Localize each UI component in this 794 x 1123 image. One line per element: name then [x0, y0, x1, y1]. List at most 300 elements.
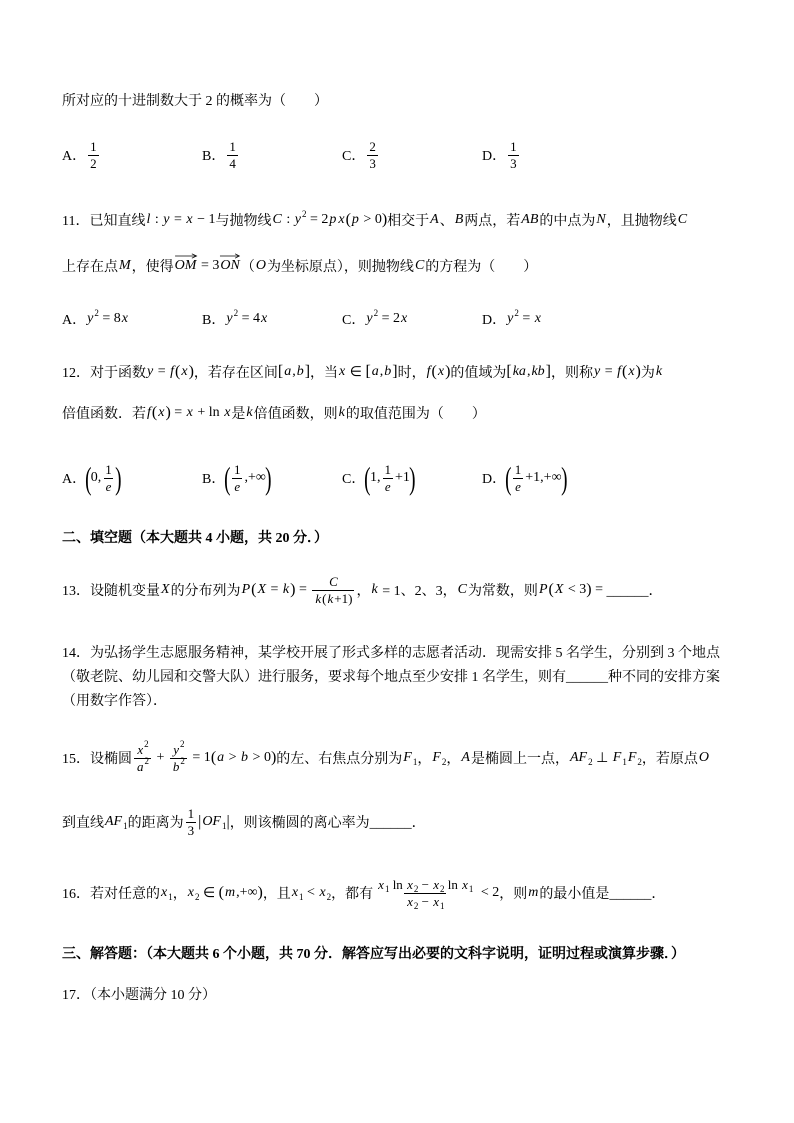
fraction-denominator: 4: [229, 155, 236, 171]
math-operator: =: [295, 582, 311, 597]
math-variable: x: [291, 885, 299, 900]
math-paren: ): [270, 749, 277, 766]
question-header: 17．（本小题满分 10 分）: [62, 988, 216, 1003]
q12-option-c: [342, 460, 416, 496]
math-subscript: 1: [299, 892, 304, 902]
math-variable: p: [351, 212, 359, 227]
math-superscript: 2: [233, 308, 239, 318]
math-paren: (: [345, 211, 351, 228]
stem-text: 上存在点: [62, 260, 118, 275]
math-operator: +1,+∞: [525, 470, 562, 485]
math-variable: P: [538, 582, 548, 597]
fraction-denominator: e: [515, 478, 521, 494]
math-subscript: 1: [221, 821, 227, 831]
math-variable: X: [554, 582, 564, 597]
big-paren-open: (: [85, 460, 92, 496]
math-variable: C: [414, 258, 425, 273]
option-label: A．: [62, 149, 87, 164]
fraction: [367, 139, 378, 172]
math-operator: ∈: [346, 364, 366, 380]
math-variable: y: [294, 212, 301, 227]
stem-text: 的左、右焦点分别为: [276, 752, 403, 767]
q14-stem-line1: [62, 642, 720, 662]
math-variable: C: [272, 212, 282, 227]
fraction-numerator: 1: [187, 805, 195, 821]
math-operator: − 1: [193, 212, 216, 227]
fraction-denominator: e: [234, 478, 241, 494]
stem-text: ，若原点: [641, 752, 698, 767]
math-operator: =: [267, 582, 282, 597]
math-operator: ,+∞: [236, 885, 258, 900]
math-variable: x: [462, 876, 468, 892]
math-paren: (: [622, 363, 628, 380]
fraction-denominator: 3: [369, 155, 376, 171]
math-paren: (: [151, 404, 158, 421]
math-abs-bar: |: [198, 813, 202, 830]
stem-text: 、: [439, 214, 454, 229]
math-paren: ): [348, 590, 353, 606]
math-variable: x: [628, 364, 635, 379]
stem-text: 两点，若: [464, 214, 521, 229]
math-subscript: 1: [384, 883, 390, 894]
math-paren: (: [251, 581, 257, 598]
math-variable: X: [161, 582, 170, 597]
q11-stem-line2: [62, 256, 537, 276]
math-variable: O: [255, 258, 266, 273]
math-operator: −: [418, 876, 433, 892]
math-variable: N: [596, 212, 606, 227]
q11-option-b: [202, 309, 268, 329]
math-variable: X: [257, 582, 267, 597]
math-variable: b: [384, 364, 392, 379]
math-operator: =: [601, 364, 617, 379]
math-variable: k: [338, 405, 345, 420]
q12-option-d: [482, 460, 568, 496]
fraction: [170, 738, 187, 775]
math-subscript: 2: [441, 757, 447, 767]
math-paren: (: [548, 581, 554, 598]
fraction-numerator: 1: [514, 461, 522, 477]
stem-text: 到直线: [62, 816, 104, 831]
math-subscript: 2: [439, 883, 445, 894]
math-operator: = 8: [98, 311, 121, 326]
math-operator: −: [418, 893, 433, 909]
fraction-numerator: 1: [105, 461, 112, 477]
stem-text: ，: [356, 584, 371, 599]
math-variable: y: [593, 364, 601, 379]
big-paren-open: (: [224, 460, 231, 496]
vector-label: ON: [220, 258, 240, 273]
math-variable: F: [627, 750, 637, 765]
math-subscript: 1: [168, 892, 173, 902]
stem-text: 为常数，则: [467, 584, 538, 599]
q17-header: [62, 984, 216, 1004]
q10-option-a: [62, 138, 101, 171]
stem-text: 16．若对任意的: [62, 887, 160, 902]
math-variable: m: [528, 885, 539, 900]
math-variable: k: [246, 405, 253, 420]
stem-text: 为: [640, 366, 655, 381]
math-superscript: 2: [301, 209, 307, 219]
math-operator: ,: [292, 364, 296, 379]
stem-text: 12．对于函数: [62, 366, 146, 381]
q12-stem-line2: [62, 403, 486, 423]
math-variable: x: [339, 364, 346, 379]
math-variable: k: [327, 590, 334, 606]
stem-text: 15．设椭圆: [62, 752, 132, 767]
fraction-numerator: [375, 877, 475, 893]
math-variable: x: [378, 876, 384, 892]
q13-stem: [62, 573, 663, 606]
option-label: D．: [482, 149, 507, 164]
option-label: C．: [342, 313, 366, 328]
math-variable: p: [329, 212, 337, 227]
math-subscript: 2: [413, 883, 419, 894]
math-variable: OF: [202, 814, 221, 829]
math-paren: (: [210, 749, 217, 766]
stem-text: ，且抛物线: [606, 214, 677, 229]
math-superscript: 2: [144, 738, 149, 749]
stem-text: ，若存在区间: [193, 366, 278, 381]
fraction: [88, 139, 99, 172]
section-heading-fill-in: [62, 527, 328, 547]
vector-om: [174, 258, 198, 274]
math-variable: y: [163, 212, 170, 227]
stem-text: ，: [446, 752, 461, 767]
stem-text: 13．设随机变量: [62, 584, 160, 599]
math-variable: x: [181, 364, 188, 379]
math-bracket: [: [506, 363, 512, 380]
vector-arrow-icon: [219, 253, 240, 259]
math-subscript: 2: [413, 900, 419, 911]
q11-option-d: [482, 309, 542, 329]
math-operator: = 1、2、3，: [378, 584, 457, 599]
option-label: B．: [202, 149, 226, 164]
math-variable: x: [437, 364, 445, 379]
math-operator: =: [170, 212, 186, 227]
fraction-numerator: C: [329, 573, 338, 589]
fraction-denominator: 3: [510, 155, 517, 171]
math-superscript: 2: [94, 308, 99, 318]
stem-text: 所对应的十进制数大于 2 的概率为（ ）: [62, 94, 328, 109]
stem-text: ，都有: [331, 887, 374, 902]
math-operator: +: [153, 750, 168, 765]
math-subscript: 2: [326, 892, 332, 902]
math-operator: = 2: [306, 212, 329, 227]
option-label: D．: [482, 472, 507, 487]
math-operator: +1: [334, 590, 349, 606]
math-variable: m: [224, 885, 236, 900]
fraction: [508, 139, 519, 172]
math-variable: k: [371, 582, 378, 597]
big-paren-open: (: [505, 460, 512, 496]
option-label: B．: [202, 313, 226, 328]
fraction: [186, 806, 197, 839]
q10-option-d: [482, 138, 521, 171]
fraction: [103, 462, 114, 495]
math-variable: AF: [569, 750, 588, 765]
math-superscript: 2: [144, 755, 149, 766]
option-label: C．: [342, 472, 366, 487]
q11-option-a: [62, 309, 129, 329]
math-variable: y: [87, 311, 94, 326]
option-label: C．: [342, 149, 366, 164]
big-paren-close: ): [265, 460, 272, 496]
math-variable: y: [147, 364, 154, 379]
fraction-denominator: [134, 755, 151, 775]
math-paren: ): [445, 363, 451, 380]
math-variable: y: [173, 741, 180, 757]
math-variable: x: [319, 885, 326, 900]
math-variable: x: [407, 876, 413, 892]
math-paren: (: [322, 590, 327, 606]
big-paren-open: (: [364, 460, 371, 496]
stem-text: 倍值函数．若: [62, 407, 146, 422]
big-paren-close: ): [560, 460, 568, 496]
math-operator: = 4: [238, 311, 260, 326]
math-operator: = 2: [378, 311, 400, 326]
math-variable: x: [338, 212, 345, 227]
stem-text: ，当: [310, 366, 339, 381]
math-variable: k: [315, 590, 322, 606]
math-operator: < 2: [477, 885, 500, 900]
q15-stem-line2: [62, 805, 426, 838]
stem-text: （用数字作答）．: [62, 694, 167, 709]
math-bracket: [: [365, 363, 371, 380]
math-variable: kb: [531, 364, 545, 379]
math-bracket: [: [277, 363, 284, 380]
math-variable: A: [430, 212, 439, 227]
math-paren: ): [381, 211, 388, 228]
math-variable: x: [158, 405, 165, 420]
fraction-denominator: [170, 755, 187, 775]
math-subscript: 2: [637, 757, 642, 767]
math-operator: 0,: [90, 470, 102, 485]
math-variable: k: [655, 364, 663, 379]
vector-on: [219, 258, 240, 274]
fraction-denominator: 3: [187, 822, 195, 838]
fraction: [312, 574, 354, 607]
stem-text: ，: [417, 752, 432, 767]
vector-label: OM: [174, 258, 197, 273]
math-variable: F: [432, 750, 441, 765]
answer-blank: ______．: [606, 584, 663, 599]
math-abs-bar: |: [226, 813, 230, 830]
math-operator: <: [303, 885, 319, 900]
math-subscript: 1: [439, 900, 445, 911]
stem-text: 相交于: [387, 214, 430, 229]
math-variable: M: [119, 258, 131, 273]
math-subscript: 1: [622, 757, 627, 767]
fraction: [134, 738, 151, 775]
math-variable: O: [698, 750, 710, 765]
math-operator: ∈: [199, 885, 219, 901]
math-variable: l: [146, 212, 151, 227]
math-variable: x: [433, 876, 439, 892]
big-paren-close: ): [409, 460, 416, 496]
stem-text: 的最小值是______．: [539, 887, 666, 902]
math-subscript: 1: [468, 883, 474, 894]
fraction: [383, 462, 394, 495]
q11-option-c: [342, 309, 408, 329]
math-variable: x: [407, 893, 413, 909]
math-variable: x: [186, 405, 193, 420]
math-subscript: 1: [412, 757, 418, 767]
math-operator: >: [225, 750, 241, 765]
math-operator: + ln: [193, 405, 224, 420]
stem-text: 14．为弘扬学生志愿服务精神，某学校开展了形式多样的志愿者活动．现需安排 5 名学生，分别到 3 个地点: [62, 646, 720, 661]
q16-stem: [62, 876, 666, 911]
math-variable: x: [187, 885, 194, 900]
math-operator: ln: [389, 876, 407, 892]
section-title: 二、填空题（本大题共 4 小题，共 20 分．）: [62, 531, 328, 546]
math-operator: ,: [379, 364, 384, 379]
math-bracket: ]: [304, 363, 311, 380]
math-variable: f: [170, 364, 175, 379]
math-variable: P: [241, 582, 251, 597]
math-variable: a: [137, 758, 144, 774]
stem-text: 的中点为: [539, 214, 596, 229]
q15-stem-line1: [62, 738, 710, 774]
math-operator: ln: [444, 876, 462, 892]
fraction: [232, 462, 243, 495]
q10-stem: [62, 90, 328, 110]
q10-option-b: [202, 138, 240, 171]
math-operator: =: [154, 364, 170, 379]
math-variable: x: [433, 893, 439, 909]
math-variable: a: [371, 364, 379, 379]
q11-stem-line1: [62, 210, 688, 230]
math-variable: B: [454, 212, 464, 227]
math-variable: x: [186, 212, 193, 227]
math-variable: f: [617, 364, 621, 379]
math-variable: x: [260, 311, 268, 326]
math-variable: x: [400, 311, 408, 326]
math-paren: ): [635, 363, 641, 380]
math-operator: :: [282, 212, 294, 227]
math-variable: y: [507, 311, 514, 326]
math-operator: > 0: [249, 750, 271, 765]
math-operator: =: [170, 405, 186, 420]
stem-text: ，则称: [550, 366, 593, 381]
math-operator: = 3: [197, 258, 220, 273]
math-variable: C: [677, 212, 688, 227]
math-superscript: 2: [180, 755, 185, 766]
fraction-numerator: 1: [384, 461, 391, 477]
q14-stem-line3: [62, 690, 167, 710]
math-variable: a: [284, 364, 292, 379]
fraction-numerator: 1: [90, 138, 97, 154]
stem-text: 倍值函数，则: [253, 407, 338, 422]
stem-text: 的取值范围为（ ）: [345, 407, 486, 422]
math-superscript: 2: [514, 308, 519, 318]
math-variable: AF: [105, 814, 123, 829]
stem-text: 与抛物线: [215, 214, 272, 229]
option-label: D．: [482, 313, 507, 328]
stem-text: 的分布列为: [170, 584, 241, 599]
math-variable: C: [457, 582, 467, 597]
fraction: [513, 462, 524, 495]
option-label: A．: [62, 313, 87, 328]
q12-option-b: [202, 460, 272, 496]
math-subscript: 2: [194, 892, 200, 902]
math-paren: ): [165, 404, 171, 421]
section-title: 三、解答题：（本大题共 6 个小题，共 70 分．解答应写出必要的文科字说明，证明过程或演算步骤．）: [62, 947, 685, 962]
fraction-denominator: 2: [90, 155, 97, 171]
q12-stem-line1: [62, 362, 663, 382]
math-variable: x: [534, 311, 541, 326]
math-operator: ,: [526, 364, 531, 379]
stem-text: 的方程为（ ）: [425, 260, 538, 275]
stem-text: 是椭圆上一点，: [470, 752, 569, 767]
math-operator: ,+∞: [244, 470, 266, 485]
fraction-denominator: e: [384, 478, 391, 494]
math-variable: y: [366, 311, 373, 326]
stem-text: 时，: [397, 366, 426, 381]
math-paren: ): [290, 581, 296, 598]
fraction-numerator: 1: [229, 138, 236, 154]
stem-text: 为坐标原点），则抛物线: [266, 260, 414, 275]
math-operator: =: [518, 311, 534, 326]
stem-text: （敬老院、幼儿园和交警大队）进行服务，要求每个地点至少安排 1 名学生，则有______种不同的安排方案: [62, 670, 720, 685]
math-operator: > 0: [359, 212, 382, 227]
math-variable: x: [137, 741, 144, 757]
stem-text: ，且: [262, 887, 291, 902]
math-variable: AB: [521, 212, 539, 227]
math-superscript: 2: [180, 738, 185, 749]
math-variable: x: [121, 311, 128, 326]
fraction: [375, 877, 475, 910]
stem-text: ，则该椭圆的离心率为______．: [229, 816, 426, 831]
stem-text: 的距离为: [127, 816, 184, 831]
math-variable: b: [241, 750, 249, 765]
q12-option-a: [62, 460, 122, 496]
math-operator: 1,: [370, 470, 381, 485]
stem-text: （: [240, 260, 255, 275]
math-operator: ⊥: [592, 750, 612, 766]
math-variable: k: [282, 582, 290, 597]
math-bracket: ]: [545, 363, 551, 380]
math-variable: ka: [512, 364, 526, 379]
math-variable: f: [426, 364, 431, 379]
stem-text: 是: [231, 407, 246, 422]
stem-text: 的值域为: [450, 366, 507, 381]
q14-stem-line2: [62, 666, 720, 686]
stem-text: ，: [172, 887, 187, 902]
math-variable: x: [161, 885, 168, 900]
math-variable: a: [217, 750, 225, 765]
math-paren: ): [586, 581, 592, 598]
math-variable: f: [147, 405, 151, 420]
math-variable: b: [296, 364, 304, 379]
math-paren: (: [431, 363, 437, 380]
math-variable: b: [172, 758, 180, 774]
math-variable: F: [612, 750, 622, 765]
fraction-numerator: 1: [510, 138, 517, 154]
option-label: A．: [62, 472, 87, 487]
stem-text: ，使得: [131, 260, 174, 275]
math-operator: = 1: [188, 750, 211, 765]
vector-arrow-icon: [174, 253, 198, 259]
option-label: B．: [202, 472, 226, 487]
q10-option-c: [342, 138, 380, 171]
math-operator: < 3: [564, 582, 587, 597]
math-paren: (: [175, 363, 181, 380]
math-superscript: 2: [373, 308, 379, 318]
math-bracket: ]: [392, 363, 398, 380]
fraction-denominator: e: [105, 478, 112, 494]
math-paren: ): [257, 884, 263, 901]
